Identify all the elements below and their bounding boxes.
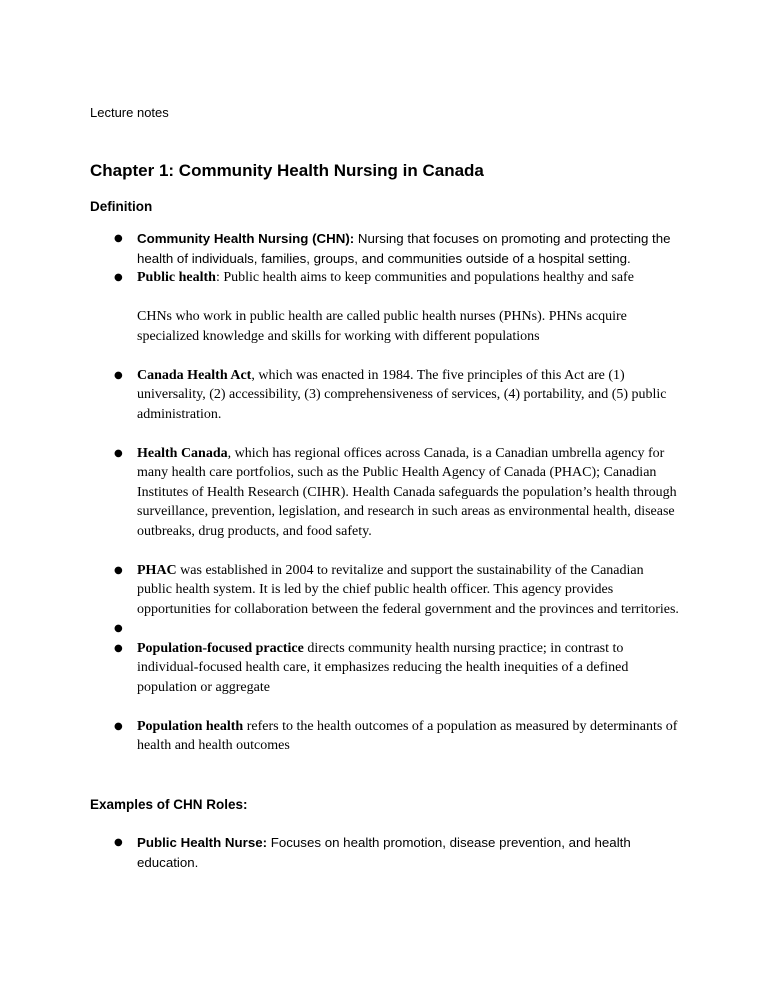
list-item-text [137, 835, 631, 870]
list-item [90, 717, 682, 756]
list-item [90, 366, 682, 425]
text-segment: Public Health Nurse: [137, 835, 271, 850]
list-item [90, 639, 682, 698]
section-heading-definition: Definition [90, 199, 153, 214]
list-item [90, 561, 682, 620]
text-segment: , which has regional offices across Canada, is a Canadian umbrella agency for many health care portfolios, such as the Public Health Agency of Canada (PHAC); Canadian Institutes of Health Research (CIHR). Health Canada safeguards the population’s health through surveillance, prevention, legislation, and research in such areas as environmental health, disease outbreaks, drug products, and food safety. [137, 445, 677, 539]
bullet-icon: ● [114, 720, 123, 732]
text-segment: Community Health Nursing (CHN): [137, 231, 358, 246]
bullet-icon: ● [114, 233, 123, 244]
text-segment: Focuses on health promotion, disease prevention, and health education. [137, 835, 631, 870]
text-segment: Population-focused practice [137, 640, 304, 656]
list-item-text [137, 368, 667, 422]
bullet-icon: ● [114, 623, 123, 634]
text-segment: PHAC [137, 562, 177, 578]
text-segment: Canada Health Act [137, 367, 252, 383]
flow-heading [90, 795, 682, 814]
text-segment: CHNs who work in public health are called public health nurses (PHNs). PHNs acquire specialized knowledge and skills for working with different populations [137, 309, 627, 344]
list-item [90, 833, 682, 872]
bullet-icon: ● [114, 642, 123, 654]
text-segment: was established in 2004 to revitalize and support the sustainability of the Canadian public health system. It is led by the chief public health officer. This agency provides opportunities for collaboration between the federal government and the provinces and territories. [137, 562, 679, 617]
list-item [90, 619, 682, 639]
doc-label: Lecture notes [90, 105, 169, 120]
list-item [90, 229, 682, 268]
text-segment: directs community health nursing practice; in contrast to individual-focused health care, it emphasizes reducing the health inequities of a defined population or aggregate [137, 640, 629, 695]
text-segment: , which was enacted in 1984. The five principles of this Act are (1) universality, (2) accessibility, (3) comprehensiveness of services, (4) portability, and (5) public administration. [137, 367, 667, 422]
text-segment: Health Canada [137, 445, 228, 461]
list-item-text [137, 641, 628, 695]
text-segment: Nursing that focuses on promoting and protecting the health of individuals, families, groups, and communities outside of a hospital setting. [137, 231, 671, 266]
list-item-text [137, 446, 677, 539]
list-item-text [137, 719, 677, 754]
list-item [90, 268, 682, 288]
doc-title: Chapter 1: Community Health Nursing in Canada [90, 161, 484, 180]
bullet-icon: ● [114, 447, 123, 459]
list-item-text [137, 231, 671, 266]
bullet-icon: ● [114, 369, 123, 381]
text-segment: Public health [137, 270, 216, 285]
list-item-text [137, 309, 627, 344]
list-item-text [137, 563, 679, 617]
list-item [90, 444, 682, 542]
text-segment: refers to the health outcomes of a population as measured by determinants of health and health outcomes [137, 718, 678, 753]
bullet-icon: ● [114, 564, 123, 576]
bullet-icon: ● [114, 272, 123, 283]
text-segment: Examples of CHN Roles: [90, 796, 248, 812]
bullet-icon: ● [114, 837, 123, 848]
text-segment: Population health [137, 718, 244, 734]
body-paragraph [90, 307, 682, 346]
list-item-text [137, 270, 634, 285]
text-segment: : Public health aims to keep communities and populations healthy and safe [215, 270, 634, 285]
content-flow [90, 229, 682, 872]
list-item-text [90, 797, 248, 812]
